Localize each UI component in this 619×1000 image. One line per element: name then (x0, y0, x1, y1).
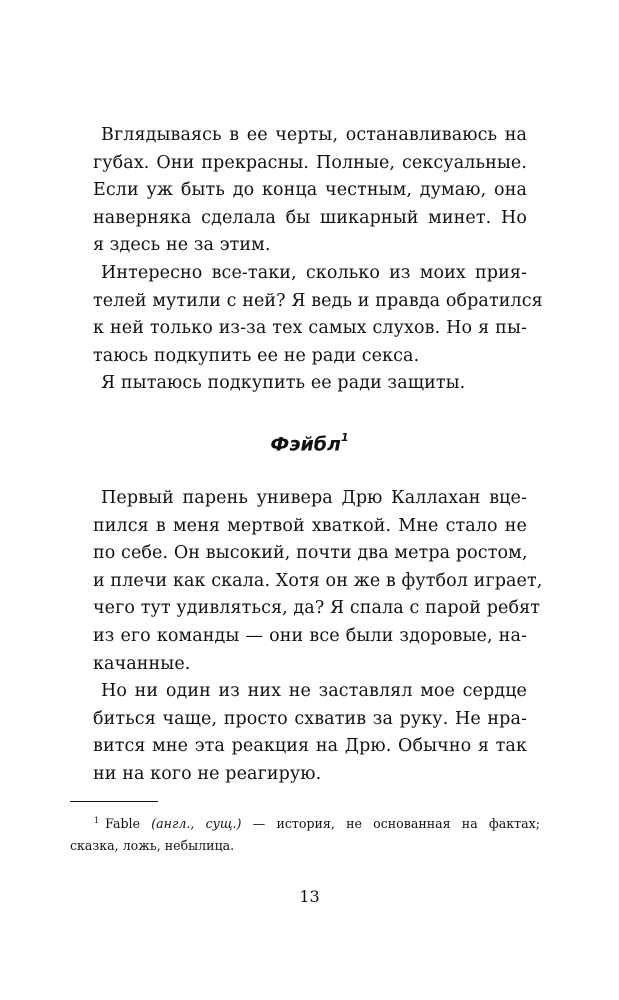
text-line: по себе. Он высокий, почти два метра ростом, (93, 543, 528, 564)
footnote-gloss: (англ., сущ.) (151, 816, 242, 832)
text-line: Первый парень универа Дрю Каллахан вце- (101, 488, 527, 508)
footnote-line (70, 810, 540, 835)
text-line: я здесь не за этим. (93, 235, 271, 256)
text-line: из его команды — они все были здоровые, на- (93, 625, 527, 646)
text-line: и плечи как скала. Хотя он же в футбол играет, (93, 570, 543, 591)
text-line: телей мутили с ней? Я ведь и правда обратился (93, 290, 543, 311)
text-line: таюсь подкупить ее не ради секса. (93, 345, 420, 366)
text-block-top (93, 122, 543, 398)
text-line: Интересно все-таки, сколько из моих прия- (101, 262, 527, 283)
text-line: чего тут удивляться, да? Я спала с парой ребят (93, 598, 541, 619)
footnote-divider (70, 801, 158, 802)
text-line: губах. Они прекрасны. Полные, сексуальные. (93, 152, 527, 173)
text-line: Но ни один из них не заставлял мое сердце (101, 681, 527, 702)
page-number: 13 (299, 887, 320, 906)
text-line: наверняка сделала бы шикарный минет. Но (93, 207, 527, 228)
footnote-definition: — история, не основанная на фактах; (252, 816, 540, 832)
text-line: Вглядываясь в ее черты, останавливаюсь на (101, 125, 527, 145)
text-line: к ней только из-за тех самых слухов. Но я пы- (93, 318, 527, 339)
text-line: биться чаще, просто схватив за руку. Не нра- (93, 708, 527, 729)
text-line: Я пытаюсь подкупить ее ради защиты. (101, 373, 466, 394)
text-line: вится мне эта реакция на Дрю. Обычно я так (93, 736, 527, 757)
footnote-number: 1 (94, 816, 100, 825)
text-block-bottom (93, 485, 543, 789)
footnote-line: сказка, ложь, небылица. (70, 838, 235, 854)
chapter-heading (0, 433, 619, 455)
heading-text: Фэйбл (270, 433, 341, 456)
text-line: качанные. (93, 653, 191, 674)
footnote (70, 810, 540, 857)
text-line: пился в меня мертвой хваткой. Мне стало не (93, 515, 527, 536)
text-line: Если уж быть до конца честным, думаю, она (93, 180, 527, 201)
text-line: ни на кого не реагирую. (93, 763, 322, 784)
footnote-marker: 1 (340, 431, 349, 444)
footnote-term: Fable (105, 816, 141, 832)
